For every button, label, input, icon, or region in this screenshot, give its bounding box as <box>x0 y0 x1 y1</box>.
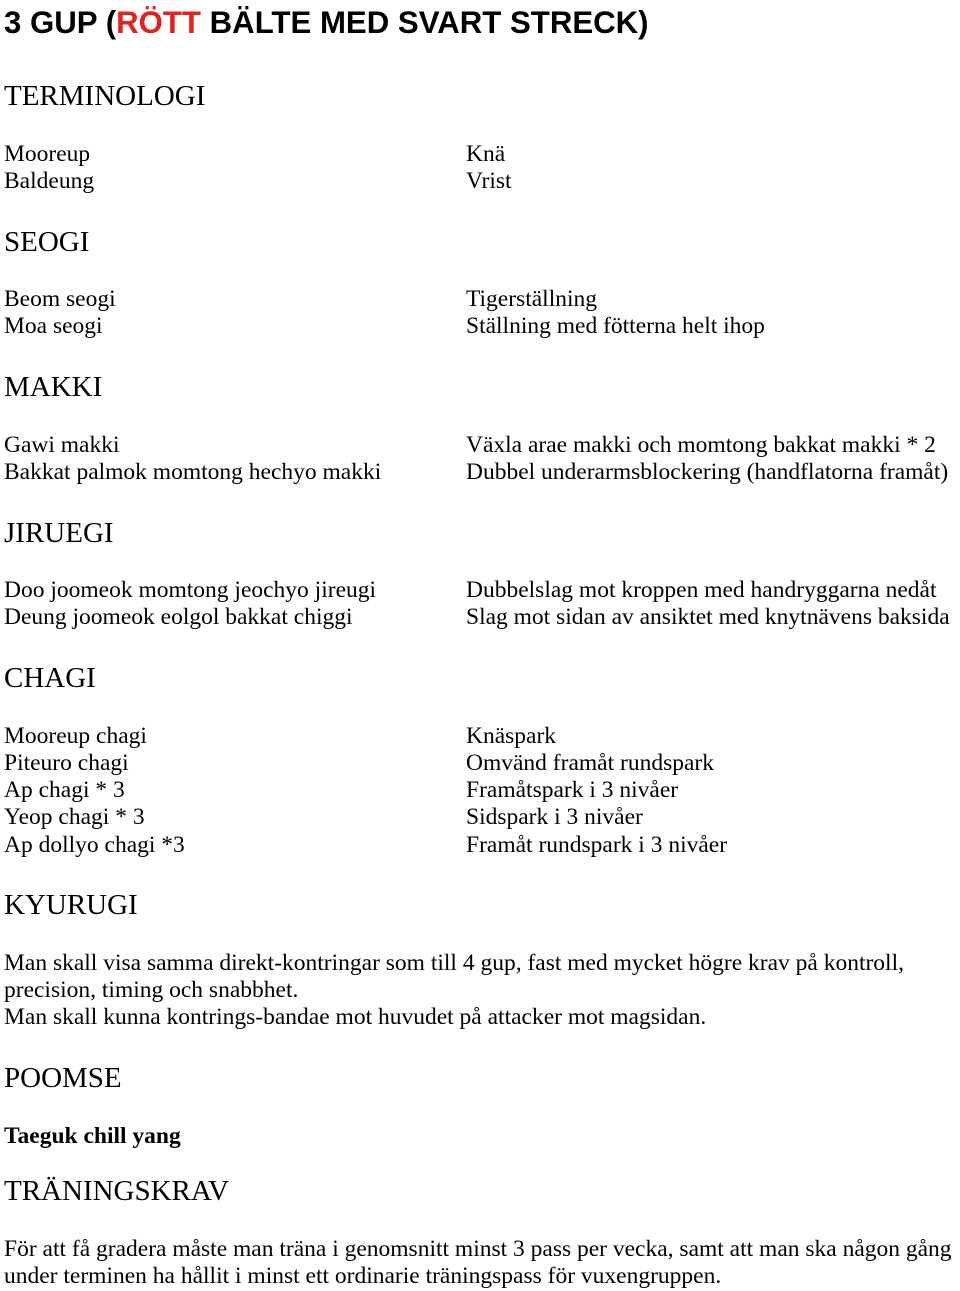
term-swedish: Slag mot sidan av ansiktet med knytnävens baksida <box>466 604 950 631</box>
term-row <box>4 804 960 831</box>
term-korean: Ap dollyo chagi *3 <box>4 831 185 858</box>
term-korean: Gawi makki <box>4 431 120 458</box>
section-terminologi <box>4 80 960 195</box>
title-belt-color: RÖTT <box>116 4 201 40</box>
term-row <box>4 459 960 486</box>
term-row <box>4 777 960 804</box>
term-swedish: Ställning med fötterna helt ihop <box>466 313 765 340</box>
term-swedish: Framåtspark i 3 nivåer <box>466 777 679 804</box>
section-seogi <box>4 226 960 341</box>
term-korean: Ap chagi * 3 <box>4 777 125 804</box>
heading-jiruegi: JIRUEGI <box>4 516 114 549</box>
heading-seogi: SEOGI <box>4 225 90 258</box>
term-korean: Yeop chagi * 3 <box>4 804 145 831</box>
term-swedish: Knä <box>466 140 506 167</box>
training-requirement-text: För att få gradera måste man träna i genomsnitt minst 3 pass per vecka, samt att man ska någon gång under terminen ha hållit i minst ett ordinarie träningspass för vuxengruppen. <box>4 1235 952 1290</box>
title-prefix: 3 GUP ( <box>4 4 117 40</box>
title-suffix: BÄLTE MED SVART STRECK) <box>200 4 649 40</box>
term-row <box>4 432 960 459</box>
kyurugi-text: Man skall visa samma direkt-kontringar som till 4 gup, fast med mycket högre krav på kontroll, precision, timing och snabbhet. <box>4 949 904 1004</box>
heading-poomse: POOMSE <box>4 1062 122 1095</box>
section-makki <box>4 371 960 486</box>
heading-chagi: CHAGI <box>4 662 96 695</box>
term-korean: Beom seogi <box>4 286 116 313</box>
term-swedish: Knäspark <box>466 722 557 749</box>
section-chagi <box>4 662 960 859</box>
section-traningskrav <box>4 1175 960 1290</box>
term-korean: Moa seogi <box>4 313 103 340</box>
term-korean: Bakkat palmok momtong hechyo makki <box>4 458 382 485</box>
term-swedish: Dubbel underarmsblockering (handflatorna framåt) <box>466 458 949 485</box>
term-swedish: Framåt rundspark i 3 nivåer <box>466 831 728 858</box>
term-row <box>4 168 960 195</box>
kyurugi-text: Man skall kunna kontrings-bandae mot huvudet på attacker mot magsidan. <box>4 1004 707 1031</box>
heading-makki: MAKKI <box>4 371 103 404</box>
term-row <box>4 577 960 604</box>
term-korean: Doo joomeok momtong jeochyo jireugi <box>4 577 377 604</box>
term-korean: Mooreup <box>4 140 91 167</box>
term-row <box>4 832 960 859</box>
section-jiruegi <box>4 517 960 632</box>
term-korean: Baldeung <box>4 167 95 194</box>
term-korean: Mooreup chagi <box>4 722 147 749</box>
term-swedish: Tigerställning <box>466 286 598 313</box>
term-korean: Deung joomeok eolgol bakkat chiggi <box>4 604 353 631</box>
section-kyurugi <box>4 889 960 1031</box>
heading-terminologi: TERMINOLOGI <box>4 80 206 113</box>
term-korean: Piteuro chagi <box>4 749 129 776</box>
term-swedish: Omvänd framåt rundspark <box>466 749 714 776</box>
heading-traningskrav: TRÄNINGSKRAV <box>4 1175 230 1208</box>
term-row <box>4 313 960 340</box>
heading-kyurugi: KYURUGI <box>4 889 138 922</box>
term-row <box>4 604 960 631</box>
term-swedish: Vrist <box>466 167 512 194</box>
term-row <box>4 723 960 750</box>
term-swedish: Sidspark i 3 nivåer <box>466 804 643 831</box>
term-row <box>4 141 960 168</box>
term-row <box>4 286 960 313</box>
term-row <box>4 750 960 777</box>
page-title <box>4 5 960 41</box>
poomse-form: Taeguk chill yang <box>4 1122 181 1149</box>
term-swedish: Dubbelslag mot kroppen med handryggarna nedåt <box>466 577 937 604</box>
section-poomse <box>4 1062 960 1150</box>
term-swedish: Växla arae makki och momtong bakkat makki * 2 <box>466 431 936 458</box>
